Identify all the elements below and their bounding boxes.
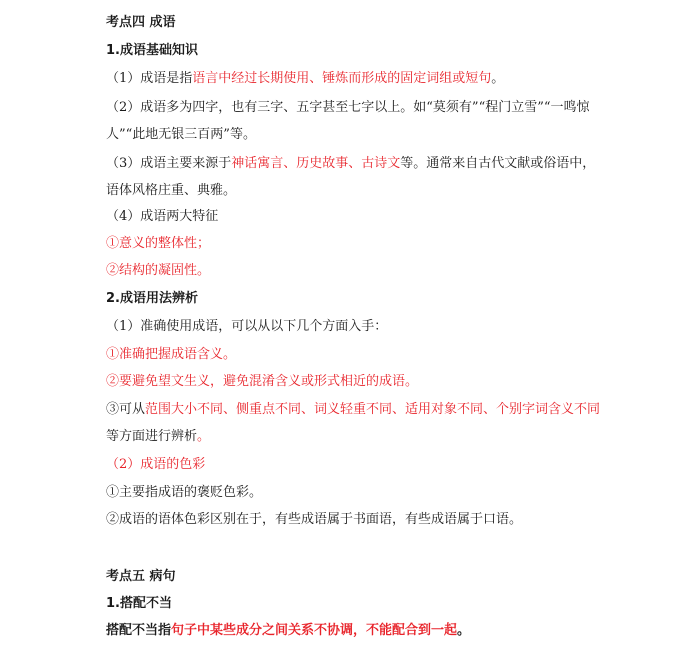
text: （1）成语是指 — [106, 71, 193, 86]
heading-idiom-basics: 1.成语基础知识 — [106, 43, 198, 58]
highlight-text: 。 — [197, 429, 211, 444]
paragraph-length: （2）成语多为四字，也有三字、五字甚至七字以上。如“莫须有”“程门立雪”“一鸣惊人”“此地无银三百两”等。 — [106, 100, 590, 142]
highlight-text: 句子中某些成分之间关系不协调，不能配合到一起 — [171, 623, 458, 638]
paragraph-definition — [106, 70, 504, 88]
usage-intro: （1）准确使用成语，可以从以下几个方面入手： — [106, 319, 388, 334]
text: 搭配不当指 — [106, 623, 172, 638]
feature-2: ②结构的凝固性。 — [106, 263, 211, 278]
heading-mismatch: 1.搭配不当 — [106, 596, 172, 611]
highlight-text: 范围大小不同、侧重点不同、词义轻重不同、适用对象不同、个别字词含义不同 — [145, 402, 601, 417]
text: 。 — [491, 71, 505, 86]
usage-point-3 — [106, 396, 606, 450]
paragraph-mismatch — [106, 622, 470, 640]
highlight-text: 神话寓言、历史故事、古诗文 — [231, 156, 401, 171]
feature-1: ①意义的整体性； — [106, 236, 211, 251]
usage-point-1: ①准确把握成语含义。 — [106, 347, 237, 362]
paragraph-features: （4）成语两大特征 — [106, 209, 219, 224]
color-point-2: ②成语的语体色彩区别在于，有些成语属于书面语，有些成语属于口语。 — [106, 512, 523, 527]
paragraph-source — [106, 150, 606, 204]
text: 等。通常来自古代文献或俗语中，语体风格庄重、典雅。 — [106, 156, 596, 198]
color-point-1: ①主要指成语的褒贬色彩。 — [106, 485, 263, 500]
heading-usage: 2.成语用法辨析 — [106, 291, 198, 306]
section-5-title: 考点五 病句 — [106, 569, 176, 584]
text: （3）成语主要来源于 — [106, 156, 232, 171]
text: 。 — [457, 623, 471, 638]
section-4-title: 考点四 成语 — [106, 15, 176, 30]
color-heading: （2）成语的色彩 — [106, 457, 206, 472]
text: ③可从 — [106, 402, 146, 417]
text: 等方面进行辨析 — [106, 429, 198, 444]
highlight-text: 语言中经过长期使用、锤炼而形成的固定词组或短句 — [192, 71, 492, 86]
usage-point-2: ②要避免望文生义，避免混淆含义或形式相近的成语。 — [106, 374, 419, 389]
